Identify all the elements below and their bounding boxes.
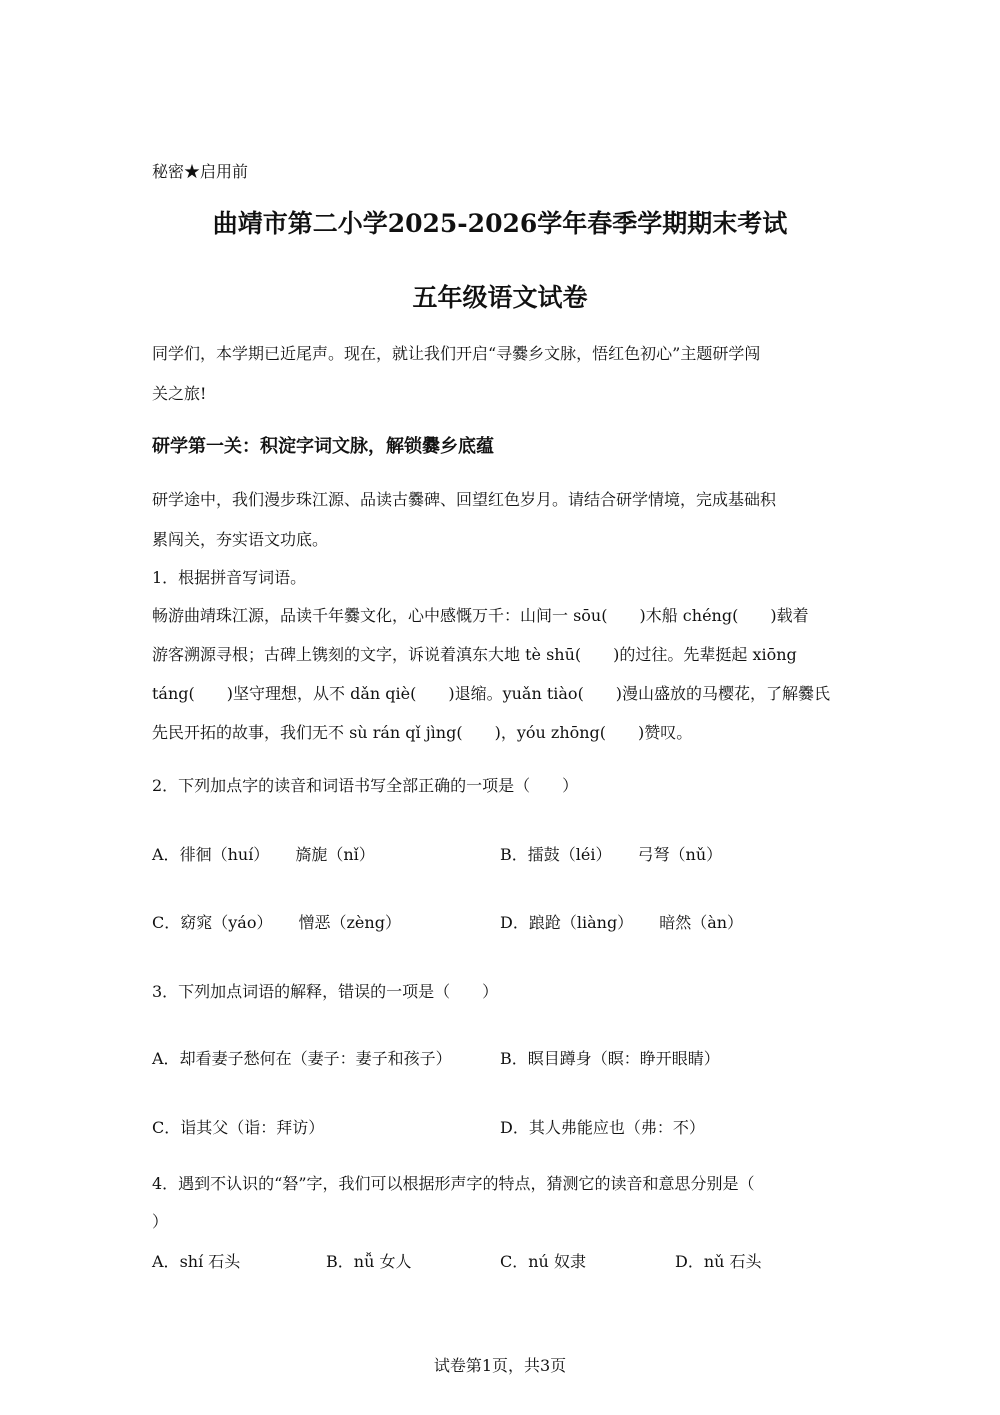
page-number-footer: 试卷第1页，共3页	[433, 1356, 567, 1375]
option-word: 窈窕	[180, 913, 213, 932]
option-word: 徘徊	[179, 845, 212, 864]
option-pinyin: （huí）	[211, 845, 270, 864]
option-pinyin: （nǐ）	[327, 845, 375, 864]
option-letter: B．	[500, 1049, 528, 1068]
question-1-line: 畅游曲靖珠江源，品读千年爨文化，心中感慨万千：山间一 sōu( )木船 chéng( )载着	[152, 606, 809, 625]
question-2-option-c	[152, 913, 401, 933]
option-letter: D．	[500, 1118, 529, 1137]
option-letter: D．	[500, 913, 529, 932]
option-text: nú 奴隶	[528, 1252, 586, 1271]
option-letter: C．	[152, 1118, 181, 1137]
option-pinyin: （nǔ）	[669, 845, 723, 864]
intro-line-1: 同学们，本学期已近尾声。现在，就让我们开启“寻爨乡文脉，悟红色初心”主题研学闯	[152, 344, 761, 363]
question-2-option-a	[152, 845, 375, 865]
question-4-stem-line-2: ）	[152, 1212, 169, 1231]
option-letter: C．	[152, 913, 181, 932]
question-2-stem: 2．下列加点字的读音和词语书写全部正确的一项是（ ）	[152, 776, 579, 795]
question-4-option-d	[675, 1252, 762, 1272]
option-text: 却看妻子愁何在（妻子：妻子和孩子）	[179, 1049, 452, 1068]
intro-paragraph	[152, 334, 842, 414]
option-text: 瞑目蹲身（瞑：睁开眼睛）	[527, 1049, 720, 1068]
option-pinyin: （yáo）	[212, 913, 273, 932]
option-pinyin: （léi）	[559, 845, 612, 864]
question-1-line: 游客溯源寻根；古碑上镌刻的文字，诉说着滇东大地 tè shū( )的过往。先辈挺起 xiōng	[152, 645, 797, 664]
question-2-option-d	[500, 913, 743, 933]
question-1-passage	[152, 596, 842, 752]
option-pinyin: （liàng）	[560, 913, 634, 932]
option-letter: B．	[326, 1252, 354, 1271]
option-letter: A．	[152, 845, 180, 864]
section-1-description	[152, 480, 842, 560]
option-word: 暗然	[659, 913, 692, 932]
question-3-option-a	[152, 1049, 452, 1069]
intro-line-2: 关之旅!	[152, 384, 207, 403]
option-letter: C．	[500, 1252, 529, 1271]
option-pinyin: （zèng）	[330, 913, 401, 932]
option-word: 踉跄	[528, 913, 561, 932]
option-word: 擂鼓	[527, 845, 560, 864]
section-1-title: 研学第一关：积淀字词文脉，解锁爨乡底蕴	[152, 436, 494, 457]
option-text: 其人弗能应也（弗：不）	[528, 1118, 705, 1137]
option-text: nǚ 女人	[353, 1252, 412, 1271]
question-1-line: táng( )坚守理想，从不 dǎn qiè( )退缩。yuǎn tiào( )漫山盛放的马樱花，了解爨氏	[152, 684, 831, 703]
section-1-desc-line-1: 研学途中，我们漫步珠江源、品读古爨碑、回望红色岁月。请结合研学情境，完成基础积	[152, 490, 777, 509]
option-letter: D．	[675, 1252, 704, 1271]
question-4-stem-line-1: 4．遇到不认识的“砮”字，我们可以根据形声字的特点，猜测它的读音和意思分别是（	[152, 1174, 755, 1193]
question-3-option-d	[500, 1118, 705, 1138]
option-word: 弓弩	[637, 845, 670, 864]
option-text: 诣其父（诣：拜访）	[180, 1118, 325, 1137]
option-letter: A．	[152, 1252, 180, 1271]
section-1-desc-line-2: 累闯关，夯实语文功底。	[152, 530, 329, 549]
option-letter: A．	[152, 1049, 180, 1068]
question-1-line: 先民开拓的故事，我们无不 sù rán qǐ jìng( )，yóu zhōng( )赞叹。	[152, 723, 693, 742]
question-4-option-b	[326, 1252, 411, 1272]
option-word: 憎恶	[298, 913, 331, 932]
exam-title: 曲靖市第二小学2025-2026学年春季学期期末考试	[212, 209, 788, 238]
question-3-option-c	[152, 1118, 324, 1138]
question-2-option-b	[500, 845, 722, 865]
question-1-stem: 1．根据拼音写词语。	[152, 568, 307, 587]
option-text: nǔ 石头	[703, 1252, 762, 1271]
confidential-mark: 秘密★启用前	[152, 162, 249, 181]
option-word: 旖旎	[295, 845, 328, 864]
question-4-option-a	[152, 1252, 240, 1272]
option-letter: B．	[500, 845, 528, 864]
option-pinyin: （àn）	[691, 913, 744, 932]
question-3-option-b	[500, 1049, 720, 1069]
option-text: shí 石头	[179, 1252, 241, 1271]
exam-subtitle: 五年级语文试卷	[412, 283, 588, 312]
question-3-stem: 3．下列加点词语的解释，错误的一项是（ ）	[152, 982, 499, 1001]
question-4-option-c	[500, 1252, 586, 1272]
